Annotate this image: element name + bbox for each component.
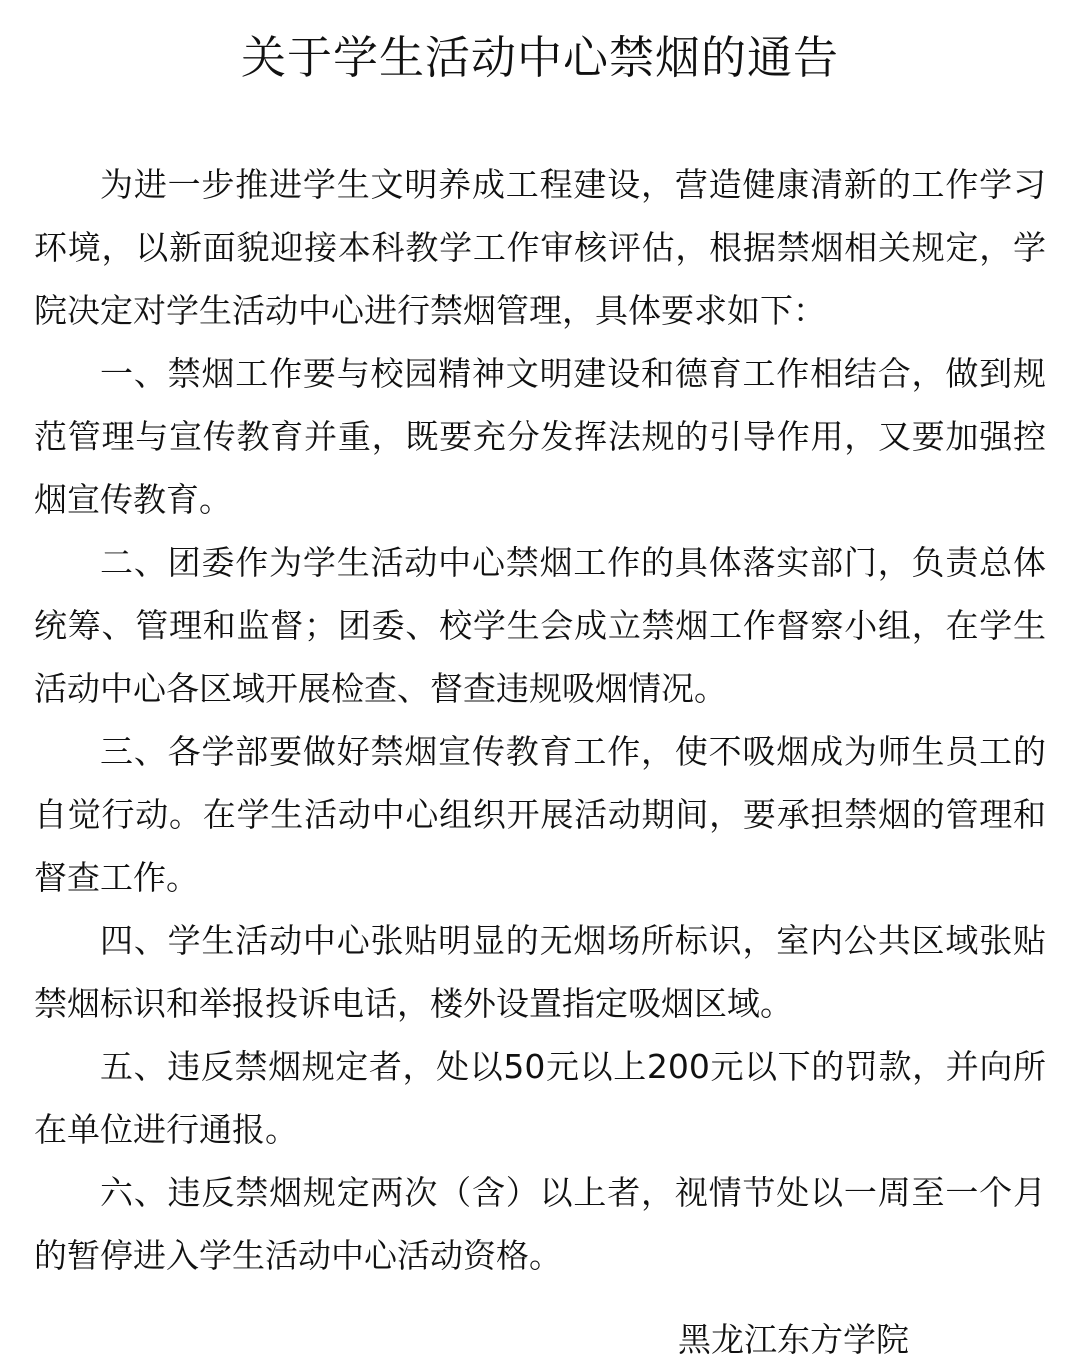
rule-paragraph-5: 五、违反禁烟规定者，处以50元以上200元以下的罚款，并向所在单位进行通报。: [34, 1047, 1046, 1149]
rule-paragraph-6: 六、违反禁烟规定两次（含）以上者，视情节处以一周至一个月的暂停进入学生活动中心活动资格。: [34, 1173, 1046, 1275]
rule-paragraph-4: 四、学生活动中心张贴明显的无烟场所标识，室内公共区域张贴禁烟标识和举报投诉电话，楼外设置指定吸烟区域。: [34, 921, 1046, 1023]
rule-paragraph-2: 二、团委作为学生活动中心禁烟工作的具体落实部门，负责总体统筹、管理和监督；团委、校学生会成立禁烟工作督察小组，在学生活动中心各区域开展检查、督查违规吸烟情况。: [34, 543, 1046, 708]
issuer-signature: 黑龙江东方学院: [678, 1320, 909, 1359]
rule-paragraph-3: 三、各学部要做好禁烟宣传教育工作，使不吸烟成为师生员工的自觉行动。在学生活动中心组织开展活动期间，要承担禁烟的管理和督查工作。: [34, 732, 1046, 897]
notice-body: [34, 153, 1046, 1287]
rule-paragraph-1: 一、禁烟工作要与校园精神文明建设和德育工作相结合，做到规范管理与宣传教育并重，既要充分发挥法规的引导作用，又要加强控烟宣传教育。: [34, 354, 1046, 519]
intro-paragraph: 为进一步推进学生文明养成工程建设，营造健康清新的工作学习环境，以新面貌迎接本科教学工作审核评估，根据禁烟相关规定，学院决定对学生活动中心进行禁烟管理，具体要求如下：: [34, 165, 1046, 330]
notice-title: 关于学生活动中心禁烟的通告: [240, 31, 839, 84]
